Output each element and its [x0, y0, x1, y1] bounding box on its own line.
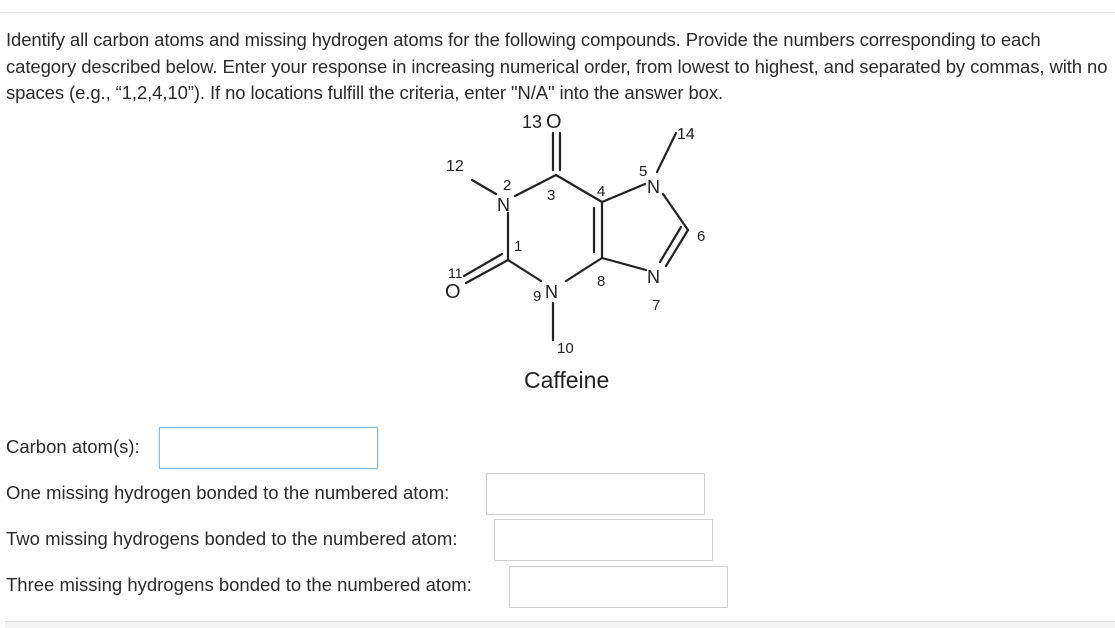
- two-missing-hydrogens-label: Two missing hydrogens bonded to the numbered atom:: [6, 528, 458, 549]
- atom-number-3: 3: [547, 187, 556, 204]
- bond-n9-c1: [508, 260, 541, 281]
- one-missing-hydrogen-label: One missing hydrogen bonded to the numbered atom:: [6, 482, 450, 503]
- one-missing-hydrogen-input[interactable]: [486, 473, 705, 515]
- top-divider: [0, 12, 1115, 13]
- carbon-atoms-input[interactable]: [159, 427, 378, 469]
- atom-n7: N: [647, 267, 660, 287]
- atom-number-6: 6: [697, 228, 706, 245]
- atom-number-13: 13: [522, 112, 543, 132]
- bond-n5-14: [657, 133, 676, 172]
- atom-number-8: 8: [597, 273, 606, 290]
- atom-number-2: 2: [503, 177, 512, 194]
- atom-number-1: 1: [514, 238, 523, 255]
- atom-number-14: 14: [677, 126, 695, 143]
- bond-c4-n5: [602, 184, 645, 202]
- atom-number-9: 9: [533, 288, 542, 305]
- atom-n5: N: [647, 177, 660, 197]
- atom-n9: N: [545, 282, 558, 302]
- atom-o11: O: [445, 281, 461, 303]
- atom-o13: O: [546, 111, 562, 133]
- atom-number-11: 11: [448, 265, 463, 281]
- two-missing-hydrogens-input[interactable]: [494, 519, 713, 561]
- three-missing-hydrogens-label: Three missing hydrogens bonded to the numbered atom:: [6, 574, 472, 595]
- compound-name: Caffeine: [524, 367, 610, 393]
- atom-number-7: 7: [652, 297, 661, 314]
- bond-n5-c6: [663, 194, 688, 230]
- caffeine-structure-diagram: [400, 100, 730, 400]
- atom-n2: N: [497, 195, 510, 215]
- atom-number-4: 4: [597, 183, 606, 200]
- bond-12-n2: [472, 180, 496, 194]
- atom-number-12: 12: [446, 158, 464, 175]
- three-missing-hydrogens-input[interactable]: [509, 566, 728, 608]
- bond-c3-c4: [556, 175, 602, 202]
- carbon-atoms-label: Carbon atom(s):: [6, 436, 140, 457]
- atom-number-10: 10: [557, 340, 574, 357]
- bond-n7-c8: [602, 258, 646, 270]
- atom-number-5: 5: [639, 163, 648, 180]
- question-instructions: Identify all carbon atoms and missing hydrogen atoms for the following compounds. Provide the numbers corresponding to each category described below. Enter your response in increasing numerical order, from lowest to highest, and separated by commas, with no spaces (e.g., “1,2,4,10”). If no locations fulfill the criteria, enter "N/A" into the answer box.: [6, 29, 1108, 103]
